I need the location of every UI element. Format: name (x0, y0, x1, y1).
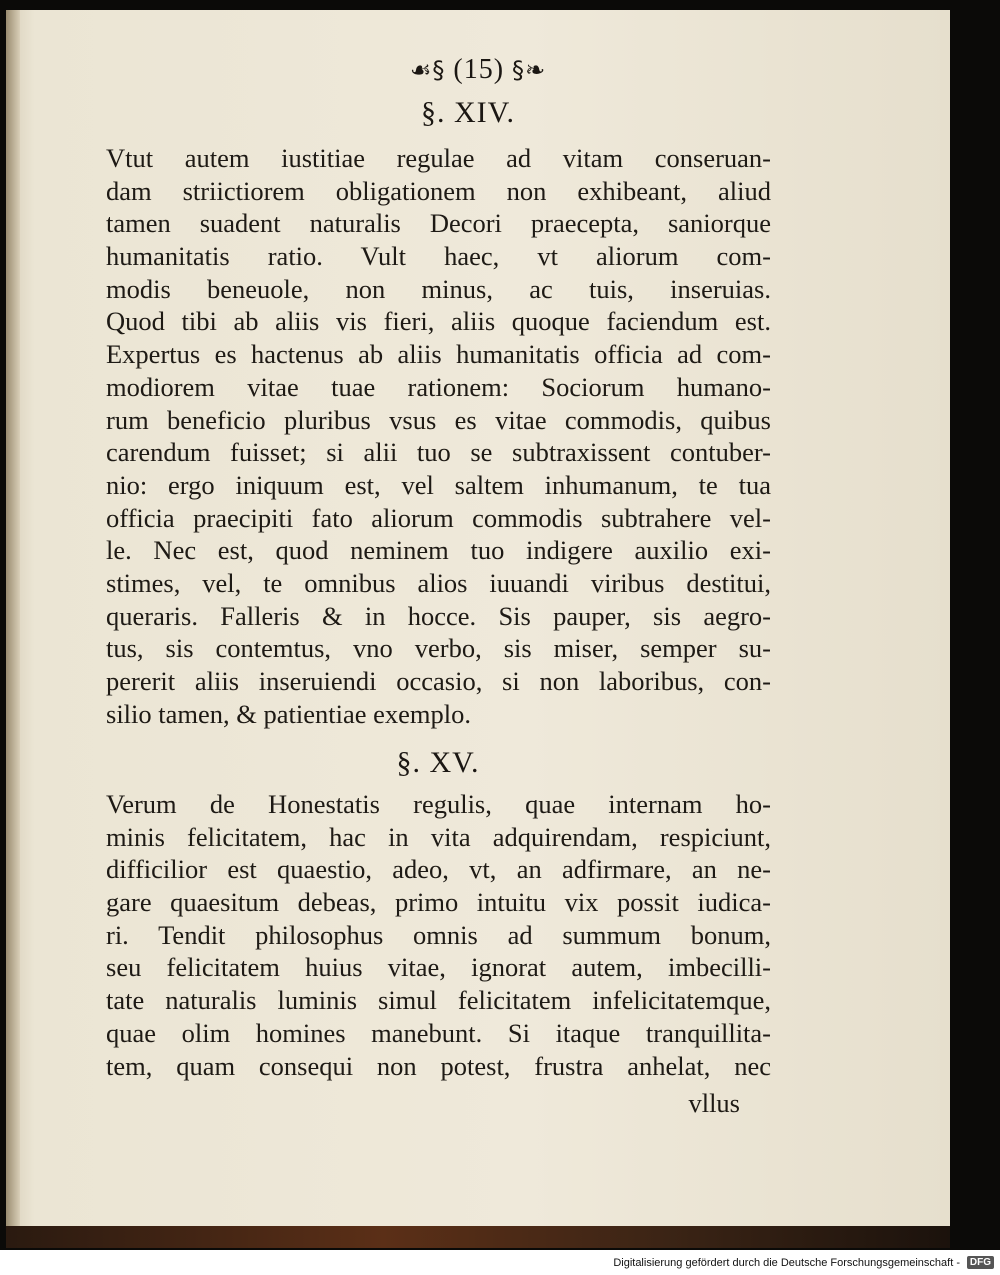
text-line: seu felicitatem huius vitae, ignorat autem, imbecilli- (106, 952, 771, 983)
text-line: rum beneficio pluribus vsus es vitae commodis, quibus (106, 404, 771, 435)
funding-credit: Digitalisierung gefördert durch die Deutsche Forschungsgemeinschaft - (613, 1257, 960, 1269)
text-line: tem, quam consequi non potest, frustra anhelat, nec (106, 1050, 771, 1081)
text-line: ri. Tendit philosophus omnis ad summum bonum, (106, 919, 771, 950)
text-line: tus, sis contemtus, vno verbo, sis miser, semper su- (106, 633, 771, 664)
section-heading-xv: §. XV. (396, 746, 480, 779)
catchword: vllus (688, 1088, 740, 1118)
page-bottom-edge (6, 1226, 950, 1248)
text-line: Verum de Honestatis regulis, quae internam ho- (106, 789, 771, 819)
page-spine-shadow (6, 10, 20, 1248)
text-line: officia praecipiti fato aliorum commodis subtrahere vel- (106, 502, 771, 533)
text-line: gare quaesitum debeas, primo intuitu vix possit iudica- (106, 887, 771, 918)
text-line: humanitatis ratio. Vult haec, vt aliorum com- (106, 241, 771, 272)
text-line: modiorem vitae tuae rationem: Sociorum humano- (106, 371, 771, 402)
book-page (6, 10, 950, 1248)
text-line: quae olim homines manebunt. Si itaque tranquillita- (106, 1017, 771, 1048)
section-heading-xiv: §. XIV. (421, 96, 515, 129)
text-line: carendum fuisset; si alii tuo se subtraxissent contuber- (106, 437, 771, 468)
ornament-right-icon: §❧ (512, 56, 547, 84)
text-line: pererit aliis inseruiendi occasio, si non laboribus, con- (106, 666, 771, 696)
text-line: Vtut autem iustitiae regulae ad vitam conseruan- (106, 143, 771, 173)
page-number: (15) (453, 54, 505, 85)
text-line: queraris. Falleris & in hocce. Sis pauper, sis aegro- (106, 600, 771, 631)
text-line: tate naturalis luminis simul felicitatem infelicitatemque, (106, 985, 771, 1016)
text-line: silio tamen, & patientiae exemplo. (106, 698, 472, 729)
dfg-logo-icon: DFG (967, 1256, 994, 1269)
text-line: minis felicitatem, hac in vita adquirendam, respiciunt, (106, 821, 771, 852)
section-xiv-text (106, 142, 771, 730)
text-line: tamen suadent naturalis Decori praecepta, saniorque (106, 208, 771, 239)
text-line: difficilior est quaestio, adeo, vt, an adfirmare, an ne- (106, 854, 771, 885)
section-xv-text (106, 788, 771, 1082)
text-line: le. Nec est, quod neminem tuo indigere auxilio exi- (106, 535, 771, 566)
ornament-left-icon: ☙§ (409, 56, 446, 84)
text-line: stimes, vel, te omnibus alios iuuandi viribus destitui, (106, 567, 771, 598)
text-line: modis beneuole, non minus, ac tuis, inseruias. (106, 273, 771, 304)
page-header (6, 54, 950, 86)
text-line: Expertus es hactenus ab aliis humanitatis officia ad com- (106, 339, 771, 370)
text-line: dam striictiorem obligationem non exhibeant, aliud (106, 175, 771, 206)
text-line: Quod tibi ab aliis vis fieri, aliis quoque faciendum est. (106, 306, 771, 337)
text-line: nio: ergo iniquum est, vel saltem inhumanum, te tua (106, 469, 771, 500)
